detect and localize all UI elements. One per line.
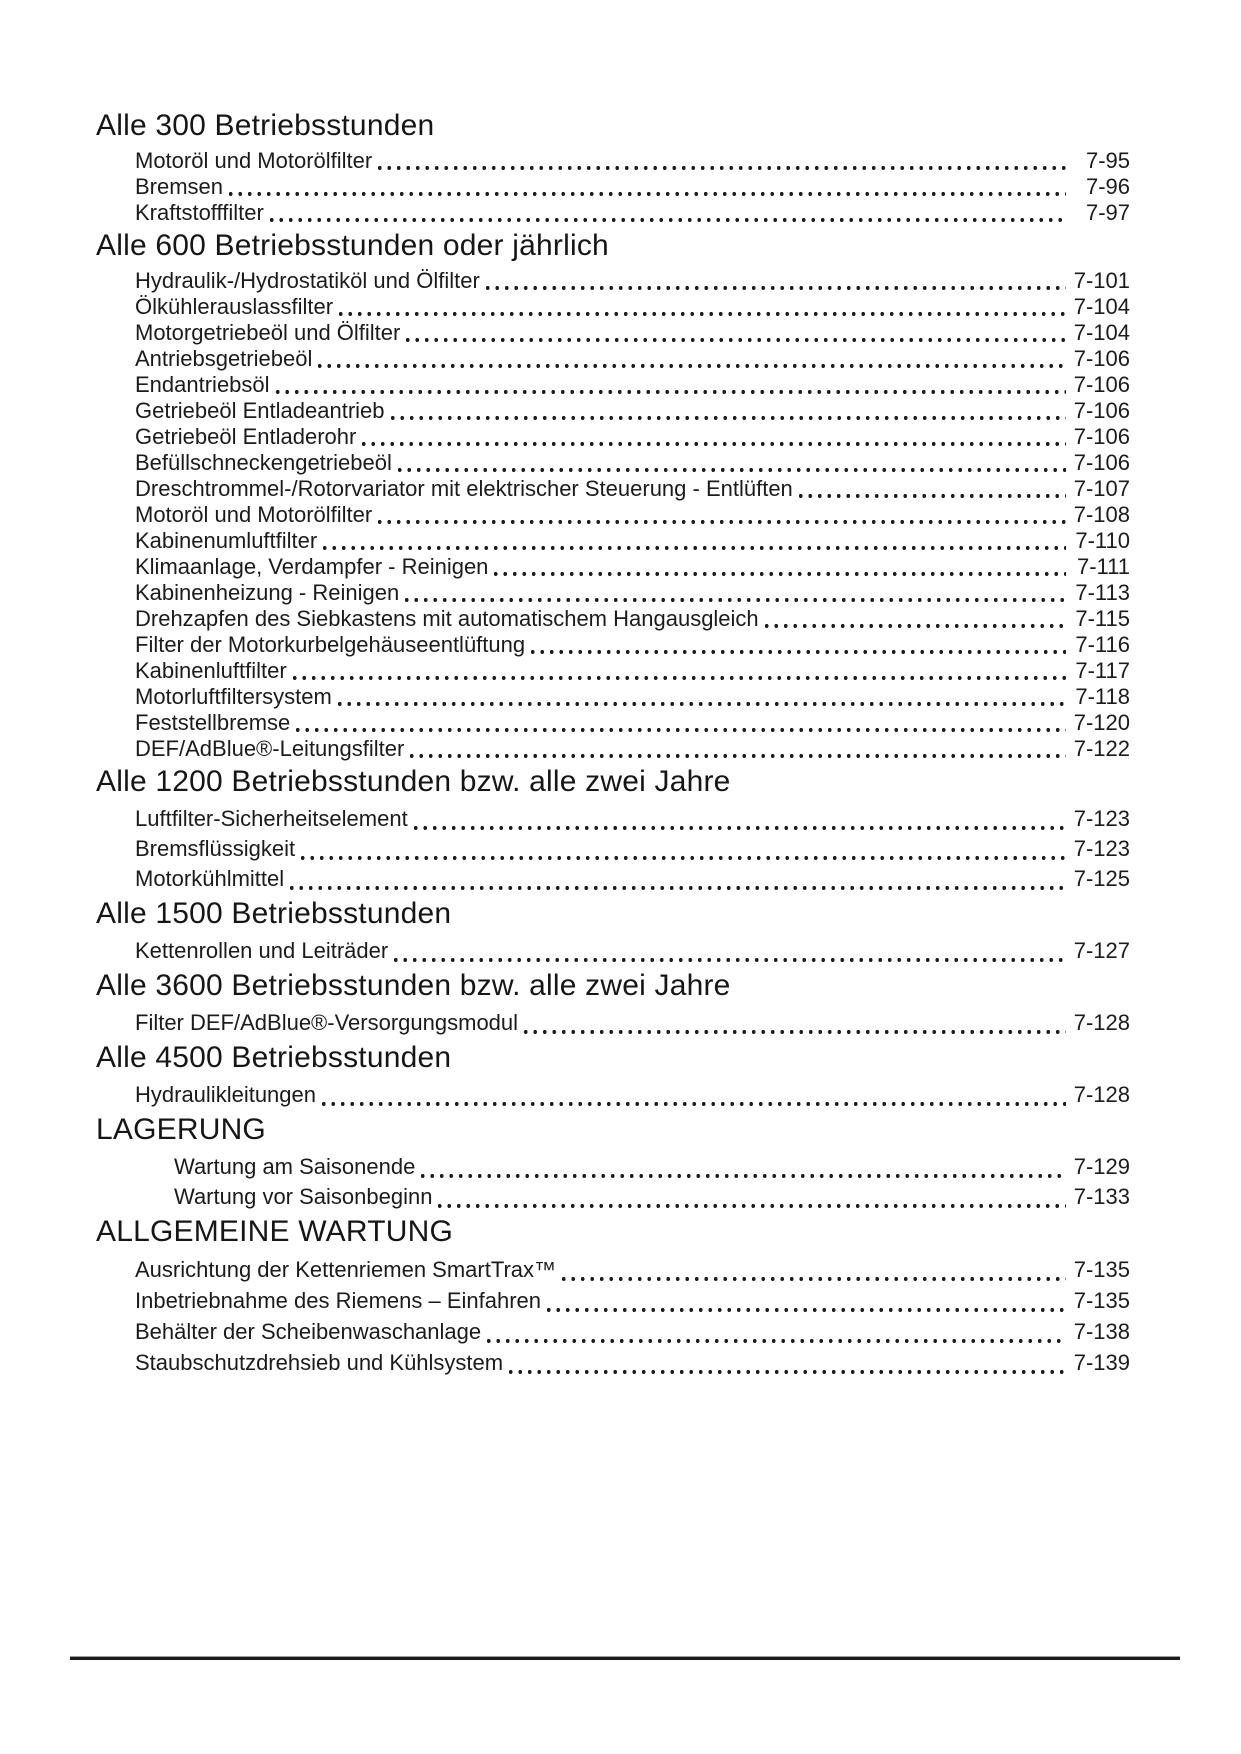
toc-entry[interactable] <box>135 372 1130 398</box>
entry-page-number: 7-104 <box>1073 294 1130 319</box>
dot-leader <box>270 200 1066 226</box>
entry-page-number: 7-118 <box>1075 684 1130 709</box>
entry-page-number: 7-106 <box>1073 346 1130 371</box>
toc-entry[interactable] <box>135 346 1130 372</box>
entry-page-number: 7-128 <box>1073 1082 1130 1107</box>
dot-leader <box>487 1316 1066 1347</box>
toc-entry[interactable] <box>135 632 1130 658</box>
entry-label: Ausrichtung der Kettenriemen SmartTrax™ <box>135 1257 557 1282</box>
toc-entry[interactable] <box>135 1347 1130 1378</box>
section-alle-1500-betriebsstunden <box>96 894 1130 966</box>
entry-page-number: 7-123 <box>1073 806 1130 831</box>
entry-page-number: 7-96 <box>1085 174 1130 199</box>
section-lagerung <box>96 1110 1130 1212</box>
entry-label: Getriebeöl Entladeantrieb <box>135 398 385 423</box>
section-entry-list <box>96 804 1130 894</box>
section-title: Alle 600 Betriebsstunden oder jährlich <box>96 229 609 262</box>
entry-label: Kettenrollen und Leiträder <box>135 938 389 963</box>
entry-label: Bremsen <box>135 174 224 199</box>
toc-entry[interactable] <box>135 320 1130 346</box>
toc-entry[interactable] <box>174 1152 1130 1182</box>
entry-label: Motoröl und Motorölfilter <box>135 502 373 527</box>
dot-leader <box>378 148 1066 174</box>
entry-page-number: 7-125 <box>1073 866 1130 891</box>
toc-entry[interactable] <box>135 736 1130 762</box>
section-entry-list <box>96 1152 1130 1212</box>
entry-label: Luftfilter-Sicherheitselement <box>135 806 408 831</box>
entry-label: Kraftstofffilter <box>135 200 264 225</box>
entry-label: Antriebsgetriebeöl <box>135 346 313 371</box>
dot-leader <box>547 1285 1066 1316</box>
entry-page-number: 7-110 <box>1075 528 1130 553</box>
toc-entry[interactable] <box>135 200 1130 226</box>
dot-leader <box>339 294 1066 320</box>
toc-entry[interactable] <box>135 148 1130 174</box>
toc-entry[interactable] <box>135 294 1130 320</box>
section-title: Alle 3600 Betriebsstunden bzw. alle zwei Jahre <box>96 969 731 1002</box>
toc-entry[interactable] <box>135 554 1130 580</box>
section-entry-list <box>96 936 1130 966</box>
entry-label: Dreschtrommel-/Rotorvariator mit elektrischer Steuerung - Entlüften <box>135 476 793 501</box>
entry-label: Staubschutzdrehsieb und Kühlsystem <box>135 1350 504 1375</box>
entry-page-number: 7-106 <box>1073 450 1130 475</box>
dot-leader <box>296 710 1066 736</box>
dot-leader <box>322 1080 1066 1110</box>
section-title: Alle 300 Betriebsstunden <box>96 109 435 142</box>
dot-leader <box>318 346 1066 372</box>
toc-entry[interactable] <box>135 1254 1130 1285</box>
dot-leader <box>765 606 1066 632</box>
entry-page-number: 7-115 <box>1075 606 1130 631</box>
entry-page-number: 7-127 <box>1073 938 1130 963</box>
toc-entry[interactable] <box>135 1080 1130 1110</box>
toc-entry[interactable] <box>135 528 1130 554</box>
dot-leader <box>524 1008 1066 1038</box>
section-title: Alle 1500 Betriebsstunden <box>96 897 452 930</box>
entry-label: Kabinenheizung - Reinigen <box>135 580 400 605</box>
entry-label: Motorkühlmittel <box>135 866 285 891</box>
dot-leader <box>391 398 1067 424</box>
toc-entry[interactable] <box>135 710 1130 736</box>
dot-leader <box>301 834 1066 864</box>
entry-page-number: 7-139 <box>1073 1350 1130 1375</box>
entry-page-number: 7-123 <box>1073 836 1130 861</box>
toc-entry[interactable] <box>135 658 1130 684</box>
entry-label: Wartung am Saisonende <box>174 1154 416 1179</box>
entry-page-number: 7-106 <box>1073 424 1130 449</box>
entry-page-number: 7-95 <box>1085 148 1130 173</box>
entry-label: Klimaanlage, Verdampfer - Reinigen <box>135 554 489 579</box>
section-alle-600-betriebsstunden <box>96 226 1130 762</box>
entry-page-number: 7-122 <box>1073 736 1130 761</box>
section-entry-list <box>96 1008 1130 1038</box>
entry-page-number: 7-108 <box>1073 502 1130 527</box>
entry-label: Filter DEF/AdBlue®-Versorgungsmodul <box>135 1010 519 1035</box>
entry-label: Wartung vor Saisonbeginn <box>174 1184 433 1209</box>
section-alle-300-betriebsstunden <box>96 106 1130 226</box>
dot-leader <box>338 684 1066 710</box>
toc-entry[interactable] <box>135 1285 1130 1316</box>
entry-page-number: 7-111 <box>1076 554 1130 579</box>
entry-page-number: 7-129 <box>1073 1154 1130 1179</box>
entry-label: Hydraulikleitungen <box>135 1082 316 1107</box>
entry-label: Befüllschneckengetriebeöl <box>135 450 392 475</box>
entry-label: Ölkühlerauslassfilter <box>135 294 334 319</box>
dot-leader <box>293 658 1066 684</box>
dot-leader <box>531 632 1066 658</box>
entry-page-number: 7-107 <box>1073 476 1130 501</box>
section-entry-list <box>96 1080 1130 1110</box>
dot-leader <box>229 174 1066 200</box>
entry-label: Drehzapfen des Siebkastens mit automatischem Hangausgleich <box>135 606 759 631</box>
entry-page-number: 7-104 <box>1073 320 1130 345</box>
entry-label: Endantriebsöl <box>135 372 270 397</box>
toc-entry[interactable] <box>135 268 1130 294</box>
section-title: Alle 1200 Betriebsstunden bzw. alle zwei Jahre <box>96 765 731 798</box>
toc-entry[interactable] <box>135 1008 1130 1038</box>
dot-leader <box>438 1182 1066 1212</box>
entry-label: Inbetriebnahme des Riemens – Einfahren <box>135 1288 542 1313</box>
toc-entry[interactable] <box>135 1316 1130 1347</box>
toc-entry[interactable] <box>135 684 1130 710</box>
toc-entry[interactable] <box>135 502 1130 528</box>
dot-leader <box>414 804 1066 834</box>
dot-leader <box>410 736 1066 762</box>
entry-page-number: 7-106 <box>1073 398 1130 423</box>
dot-leader <box>398 450 1066 476</box>
toc-entry[interactable] <box>135 864 1130 894</box>
section-alle-3600-betriebsstunden <box>96 966 1130 1038</box>
toc-entry[interactable] <box>135 580 1130 606</box>
toc-entry[interactable] <box>135 834 1130 864</box>
entry-label: Hydraulik-/Hydrostatiköl und Ölfilter <box>135 268 480 293</box>
entry-label: Filter der Motorkurbelgehäuseentlüftung <box>135 632 526 657</box>
entry-page-number: 7-135 <box>1073 1288 1130 1313</box>
dot-leader <box>406 320 1066 346</box>
dot-leader <box>494 554 1066 580</box>
entry-label: Kabinenumluftfilter <box>135 528 318 553</box>
dot-leader <box>276 372 1066 398</box>
dot-leader <box>405 580 1066 606</box>
dot-leader <box>378 502 1066 528</box>
entry-label: Motoröl und Motorölfilter <box>135 148 373 173</box>
toc-entry[interactable] <box>135 174 1130 200</box>
dot-leader <box>394 936 1066 966</box>
entry-label: Motorluftfiltersystem <box>135 684 332 709</box>
section-title: Alle 4500 Betriebsstunden <box>96 1041 452 1074</box>
dot-leader <box>362 424 1066 450</box>
entry-page-number: 7-97 <box>1085 200 1130 225</box>
entry-label: DEF/AdBlue®-Leitungsfilter <box>135 736 405 761</box>
toc-entry[interactable] <box>135 450 1130 476</box>
entry-page-number: 7-120 <box>1073 710 1130 735</box>
entry-label: Getriebeöl Entladerohr <box>135 424 357 449</box>
dot-leader <box>562 1254 1066 1285</box>
entry-page-number: 7-116 <box>1075 632 1130 657</box>
entry-label: Behälter der Scheibenwaschanlage <box>135 1319 482 1344</box>
entry-page-number: 7-138 <box>1073 1319 1130 1344</box>
entry-page-number: 7-113 <box>1075 580 1130 605</box>
section-title: LAGERUNG <box>96 1113 266 1146</box>
toc-entry[interactable] <box>135 804 1130 834</box>
entry-page-number: 7-128 <box>1073 1010 1130 1035</box>
entry-page-number: 7-135 <box>1073 1257 1130 1282</box>
entry-page-number: 7-101 <box>1073 268 1130 293</box>
entry-label: Feststellbremse <box>135 710 291 735</box>
footer-rule <box>70 1656 1180 1660</box>
dot-leader <box>509 1347 1066 1378</box>
dot-leader <box>799 476 1066 502</box>
entry-page-number: 7-106 <box>1073 372 1130 397</box>
toc-entry[interactable] <box>135 424 1130 450</box>
entry-label: Bremsflüssigkeit <box>135 836 296 861</box>
section-alle-4500-betriebsstunden <box>96 1038 1130 1110</box>
section-allgemeine-wartung <box>96 1212 1130 1378</box>
toc-entry[interactable] <box>135 476 1130 502</box>
entry-label: Kabinenluftfilter <box>135 658 287 683</box>
toc-entry[interactable] <box>135 606 1130 632</box>
section-entry-list <box>96 268 1130 762</box>
entry-page-number: 7-117 <box>1075 658 1130 683</box>
dot-leader <box>421 1152 1066 1182</box>
section-alle-1200-betriebsstunden <box>96 762 1130 894</box>
dot-leader <box>290 864 1066 894</box>
section-entry-list <box>96 1254 1130 1378</box>
section-title: ALLGEMEINE WARTUNG <box>96 1215 453 1248</box>
dot-leader <box>486 268 1066 294</box>
toc-entry[interactable] <box>135 936 1130 966</box>
toc-entry[interactable] <box>174 1182 1130 1212</box>
section-entry-list <box>96 148 1130 226</box>
entry-page-number: 7-133 <box>1073 1184 1130 1209</box>
toc-entry[interactable] <box>135 398 1130 424</box>
entry-label: Motorgetriebeöl und Ölfilter <box>135 320 401 345</box>
dot-leader <box>323 528 1066 554</box>
